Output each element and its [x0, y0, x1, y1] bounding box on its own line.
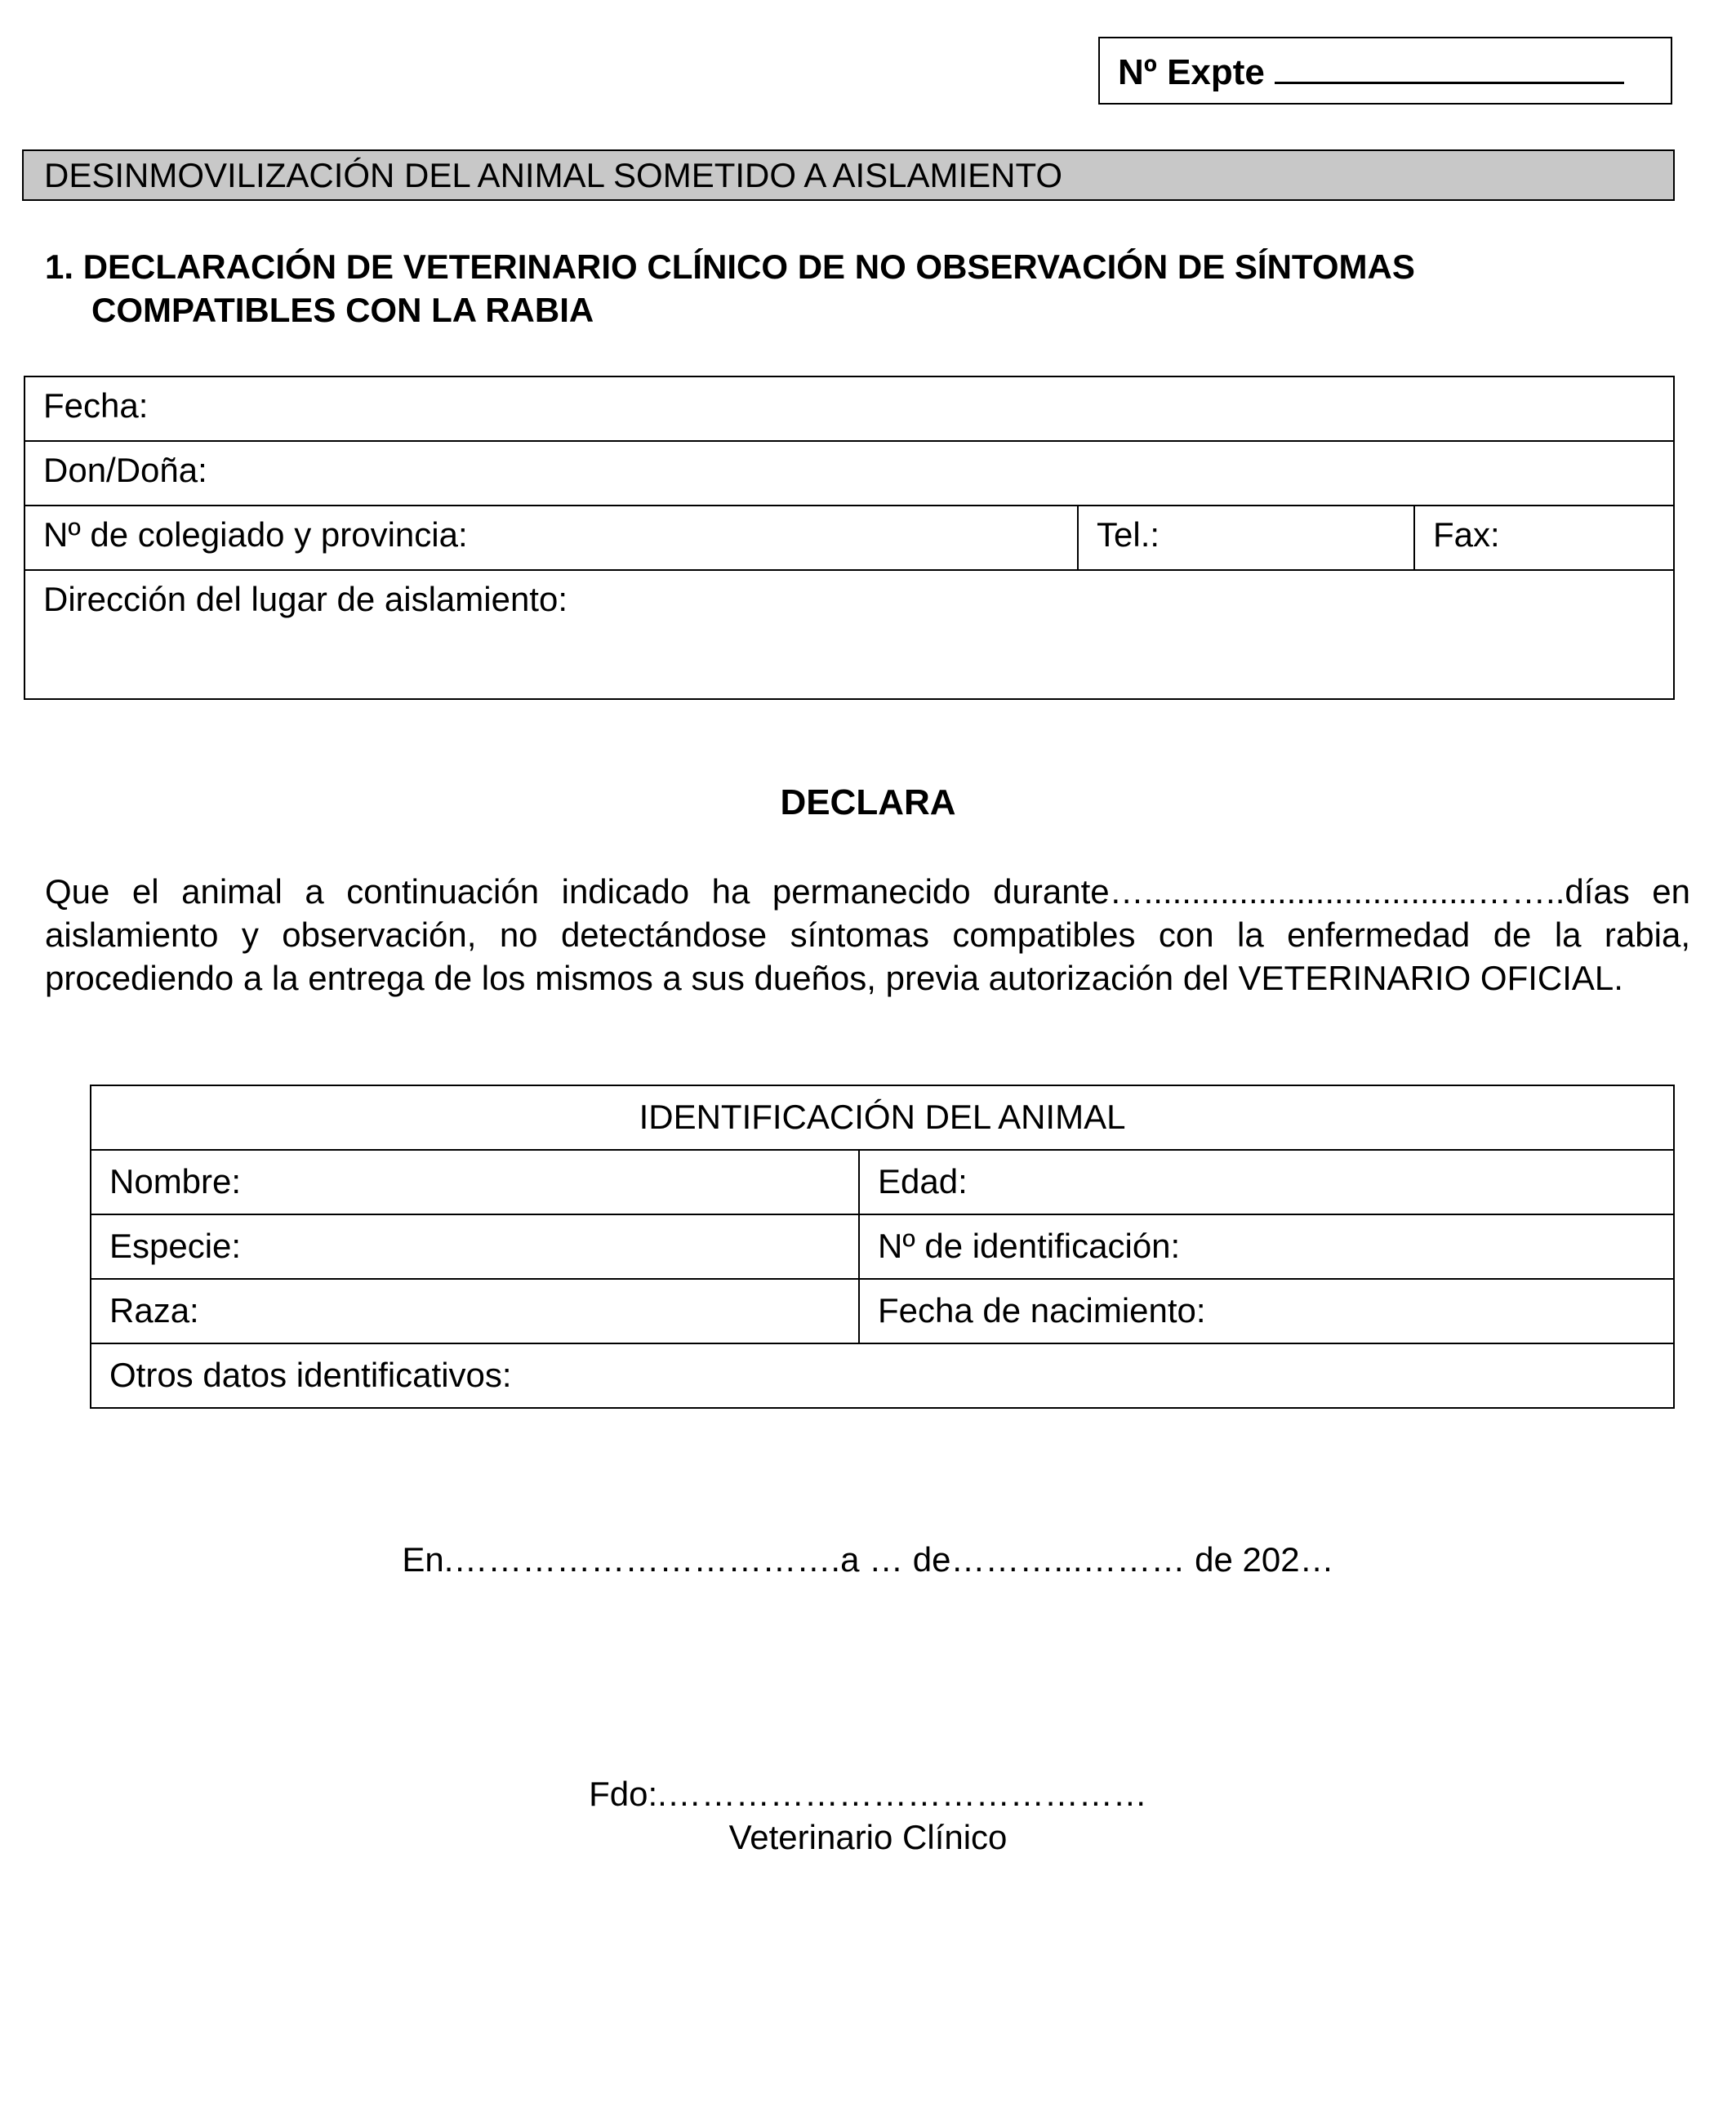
section-heading [45, 245, 1662, 332]
declaration-paragraph: Que el animal a continuación indicado ha permanecido durante…...................................……..días en aislamiento y observación, no detectándose síntomas compatibles con la enfermedad de la rabia, procediendo a la entrega de los mismos a sus dueños, previa autorización del VETERINARIO OFICIAL. [45, 872, 1690, 997]
raza-field[interactable]: Raza: [91, 1279, 859, 1343]
nombre-field[interactable]: Nombre: [91, 1150, 859, 1214]
declara-heading: DECLARA [780, 782, 956, 822]
expediente-input-line[interactable] [1275, 51, 1624, 84]
signature-role: Veterinario Clínico [728, 1818, 1008, 1856]
colegiado-field[interactable]: Nº de colegiado y provincia: [24, 506, 1078, 570]
don-dona-field[interactable]: Don/Doña: [24, 441, 1674, 506]
fax-field[interactable]: Fax: [1414, 506, 1674, 570]
edad-field[interactable]: Edad: [859, 1150, 1674, 1214]
tel-field[interactable]: Tel.: [1078, 506, 1414, 570]
fecha-field[interactable]: Fecha: [24, 376, 1674, 441]
fecha-nacimiento-field[interactable]: Fecha de nacimiento: [859, 1279, 1674, 1343]
section-heading-line2: COMPATIBLES CON LA RABIA [91, 291, 594, 329]
signature-line[interactable]: Fdo:.…………………………………… [589, 1775, 1147, 1813]
especie-field[interactable]: Especie: [91, 1214, 859, 1279]
place-date-line[interactable]: En.…………………………….a … de………...……… de 202… [402, 1540, 1334, 1579]
expediente-label: Nº Expte [1118, 52, 1265, 92]
expediente-box [1098, 37, 1672, 105]
veterinarian-table [24, 376, 1675, 700]
signature-block [0, 1772, 1736, 1859]
animal-identification-table [90, 1085, 1675, 1409]
form-title-bar: DESINMOVILIZACIÓN DEL ANIMAL SOMETIDO A AISLAMIENTO [22, 149, 1675, 201]
animal-table-header: IDENTIFICACIÓN DEL ANIMAL [91, 1085, 1674, 1150]
n-identificacion-field[interactable]: Nº de identificación: [859, 1214, 1674, 1279]
otros-datos-field[interactable]: Otros datos identificativos: [91, 1343, 1674, 1408]
section-heading-line1: 1. DECLARACIÓN DE VETERINARIO CLÍNICO DE NO OBSERVACIÓN DE SÍNTOMAS [45, 247, 1415, 286]
direccion-field[interactable]: Dirección del lugar de aislamiento: [24, 570, 1674, 699]
